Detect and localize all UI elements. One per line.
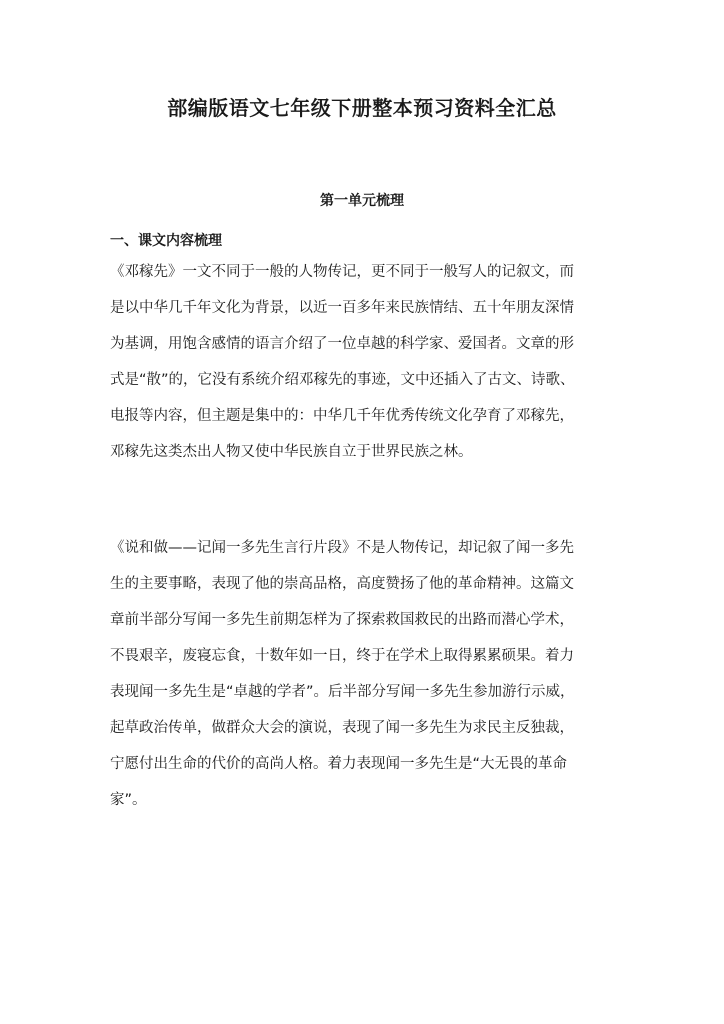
section-heading: 一、课文内容梳理: [110, 233, 222, 249]
paragraph-line: 生的主要事略，表现了他的崇高品格，高度赞扬了他的革命精神。这篇文: [110, 576, 574, 592]
paragraph-line: 宁愿付出生命的代价的高尚人格。着力表现闻一多先生是“大无畏的革命: [110, 756, 568, 772]
paragraph-wen-yiduo: [110, 530, 616, 818]
document-title: 部编版语文七年级下册整本预习资料全汇总: [167, 96, 557, 120]
paragraph-line: 不畏艰辛，废寝忘食，十数年如一日，终于在学术上取得累累硕果。着力: [110, 648, 574, 664]
paragraph-line: 《说和做——记闻一多先生言行片段》不是人物传记，却记叙了闻一多先: [110, 540, 574, 556]
paragraph-line: 为基调，用饱含感情的语言介绍了一位卓越的科学家、爱国者。文章的形: [110, 336, 574, 352]
paragraph-line: 章前半部分写闻一多先生前期怎样为了探索救国救民的出路而潜心学术，: [110, 612, 574, 628]
paragraph-line: 电报等内容，但主题是集中的：中华几千年优秀传统文化孕育了邓稼先，: [110, 408, 574, 424]
paragraph-line: 邓稼先这类杰出人物又使中华民族自立于世界民族之林。: [110, 444, 473, 460]
paragraph-line: 起草政治传单，做群众大会的演说，表现了闻一多先生为求民主反独裁，: [110, 720, 574, 736]
paragraph-line: 表现闻一多先生是“卓越的学者”。后半部分写闻一多先生参加游行示威，: [110, 684, 575, 700]
paragraph-line: 是以中华几千年文化为背景，以近一百多年来民族情结、五十年朋友深情: [110, 300, 574, 316]
paragraph-line: 《邓稼先》一文不同于一般的人物传记，更不同于一般写人的记叙文，而: [110, 264, 574, 280]
paragraph-deng-jiaxian: [110, 254, 616, 470]
paragraph-line: 式是“散”的，它没有系统介绍邓稼先的事迹，文中还插入了古文、诗歌、: [110, 372, 575, 388]
paragraph-line: 家”。: [110, 792, 147, 808]
unit-title: 第一单元梳理: [320, 193, 404, 209]
